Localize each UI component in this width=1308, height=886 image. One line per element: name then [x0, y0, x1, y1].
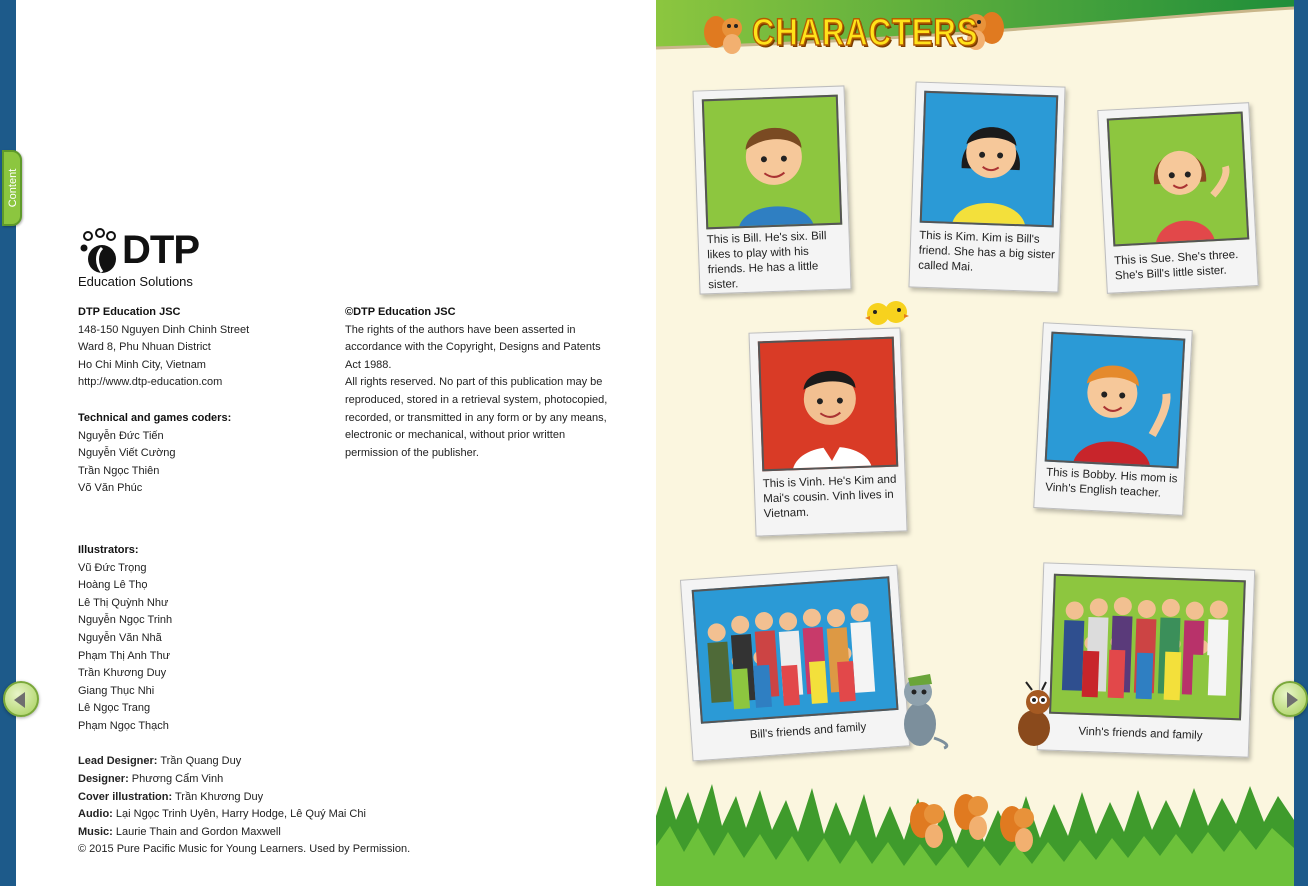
character-caption: This is Sue. She's three. She's Bill's little sister.: [1113, 248, 1239, 283]
illustrator-name: Phạm Thị Anh Thư: [78, 649, 170, 662]
character-photo: [1045, 332, 1186, 469]
company-website-link[interactable]: http://www.dtp-education.com: [78, 376, 223, 389]
character-caption: This is Kim. Kim is Bill's friend. She has a big sister called Mai.: [918, 229, 1056, 274]
credit-line: [78, 789, 328, 807]
credit-label: Cover illustration:: [78, 790, 173, 803]
credit-value: Laurie Thain and Gordon Maxwell: [112, 825, 281, 838]
character-caption: This is Bobby. His mom is Vinh's English teacher.: [1045, 466, 1178, 500]
illustrator-name: Trần Khương Duy: [78, 667, 167, 680]
company-address-line: 148-150 Nguyen Dinh Chinh Street: [78, 323, 250, 336]
character-photo: [758, 337, 898, 472]
company-address-line: Ho Chi Minh City, Vietnam: [78, 358, 206, 371]
family-photo: [1049, 574, 1246, 721]
bug-icon: [1010, 680, 1060, 750]
family-caption: Bill's friends and family: [749, 721, 867, 742]
credit-value: Phương Cẩm Vinh: [128, 773, 224, 786]
music-copyright: © 2015 Pure Pacific Music for Young Learners. Used by Permission.: [78, 843, 411, 856]
squirrels-group-icon: [904, 784, 1044, 854]
character-card-bill: [692, 85, 851, 294]
squirrel-icon: [702, 10, 750, 56]
credit-line: [78, 824, 328, 842]
chicks-icon: [864, 294, 910, 330]
coder-name: Nguyễn Viết Cường: [78, 447, 176, 460]
credit-label: Designer:: [78, 773, 129, 786]
character-photo: [1107, 112, 1250, 247]
mouse-icon: [890, 668, 952, 750]
illustrator-name: Hoàng Lê Thọ: [78, 579, 148, 592]
coder-name: Trần Ngọc Thiên: [78, 464, 160, 477]
credits-page: [16, 0, 656, 886]
credit-value: Trần Khương Duy: [172, 790, 264, 803]
company-heading: DTP Education JSC: [78, 306, 181, 318]
character-card-vinh: [748, 327, 907, 536]
character-caption: This is Vinh. He's Kim and Mai's cousin. Vinh lives in Vietnam.: [762, 473, 897, 521]
boy-portrait-icon: [760, 339, 898, 472]
coders-heading: Technical and games coders:: [78, 411, 232, 424]
credit-line: [78, 771, 328, 789]
family-caption: Vinh's friends and family: [1078, 725, 1203, 743]
character-card-kim: [908, 81, 1065, 292]
copyright-reserved: All rights reserved. No part of this publication may be reproduced, stored in a retrieval system, photocopied, recorded, or transmitted in any form or by any means, electronic or mechanical, without prior written permission of the publisher.: [345, 376, 608, 459]
little-girl-portrait-icon: [1109, 113, 1249, 246]
character-card-sue: [1097, 102, 1258, 294]
group-portrait-icon: [1051, 576, 1246, 721]
dtp-logo: [78, 222, 238, 294]
content-tab-label: Content: [7, 168, 19, 208]
coder-name: Nguyễn Đức Tiến: [78, 429, 164, 442]
credit-line: [78, 753, 328, 771]
credit-label: Lead Designer:: [78, 755, 158, 768]
illustrator-name: Vũ Đức Trọng: [78, 561, 147, 574]
group-portrait-icon: [694, 578, 899, 724]
copyright-rights: The rights of the authors have been asserted in accordance with the Copyright, Designs and Patents Act 1988.: [345, 323, 601, 371]
illustrator-name: Nguyễn Văn Nhã: [78, 631, 162, 644]
girl-portrait-icon: [922, 93, 1059, 228]
credit-value: Lại Ngọc Trinh Uyên, Harry Hodge, Lê Quý Mai Chi: [112, 808, 366, 821]
dtp-logo-mark-icon: [78, 228, 122, 274]
company-address-line: Ward 8, Phu Nhuan District: [78, 341, 211, 354]
character-card-bobby: [1033, 322, 1193, 516]
logo-wordmark: DTP: [122, 228, 199, 272]
credit-label: Music:: [78, 825, 113, 838]
illustrator-name: Giang Thục Nhi: [78, 684, 155, 697]
copyright-column: [345, 304, 615, 462]
illustrator-name: Phạm Ngọc Thạch: [78, 719, 169, 732]
copyright-heading: ©DTP Education JSC: [345, 306, 456, 318]
illustrators-heading: Illustrators:: [78, 543, 139, 556]
characters-page: [656, 0, 1294, 886]
credit-value: Trần Quang Duy: [157, 755, 242, 768]
next-page-button[interactable]: [1272, 681, 1308, 717]
character-photo: [920, 91, 1059, 228]
family-card-bill: [680, 565, 910, 762]
coder-name: Võ Văn Phúc: [78, 482, 143, 495]
character-photo: [702, 95, 842, 230]
boy-waving-portrait-icon: [1047, 334, 1186, 469]
credit-line: [78, 806, 366, 824]
book-spread: [16, 0, 1294, 886]
page-title: CHARACTERS: [752, 12, 979, 54]
illustrator-name: Lê Ngọc Trang: [78, 702, 151, 715]
illustrator-name: Nguyễn Ngọc Trinh: [78, 614, 173, 627]
content-tab[interactable]: [2, 150, 22, 226]
boy-portrait-icon: [704, 97, 842, 230]
family-card-vinh: [1037, 562, 1255, 757]
character-caption: This is Bill. He's six. Bill likes to play with his friends. He has a little sister.: [706, 230, 827, 292]
logo-subtitle: Education Solutions: [78, 274, 193, 289]
credits-column: [78, 304, 411, 859]
previous-page-button[interactable]: [3, 681, 39, 717]
family-photo: [692, 576, 899, 723]
illustrator-name: Lê Thị Quỳnh Như: [78, 596, 169, 609]
credit-label: Audio:: [78, 808, 113, 821]
